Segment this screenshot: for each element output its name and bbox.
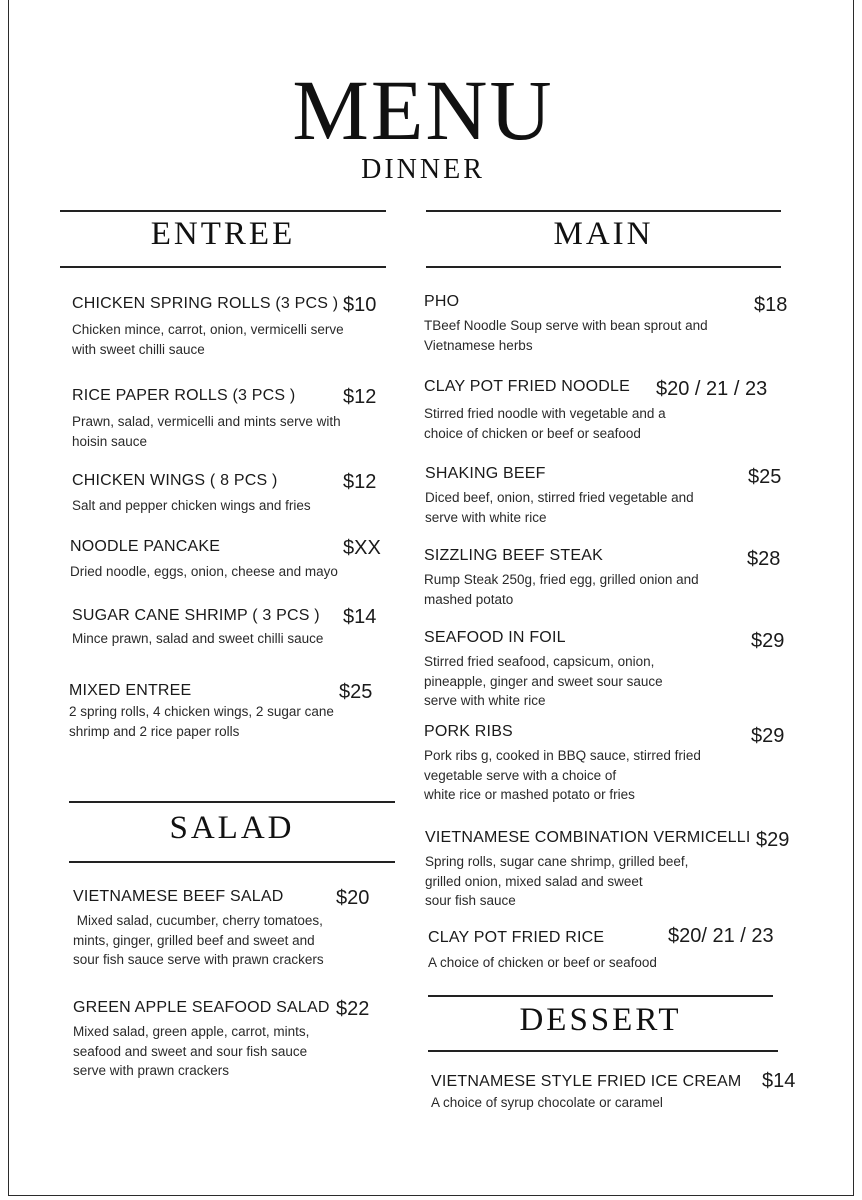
item-description: 2 spring rolls, 4 chicken wings, 2 sugar cane shrimp and 2 rice paper rolls bbox=[69, 704, 334, 739]
item-name: SEAFOOD IN FOIL bbox=[424, 629, 566, 646]
item-name: SIZZLING BEEF STEAK bbox=[424, 547, 603, 564]
item-name: PORK RIBS bbox=[424, 723, 513, 740]
menu-subtitle: DINNER bbox=[361, 154, 485, 185]
main-heading: MAIN bbox=[553, 216, 654, 252]
item-price: $18 bbox=[754, 294, 788, 316]
item-name: VIETNAMESE BEEF SALAD bbox=[73, 888, 284, 905]
dessert-heading: DESSERT bbox=[519, 1002, 682, 1038]
item-price: $12 bbox=[343, 471, 377, 493]
item-price: $20/ 21 / 23 bbox=[668, 925, 774, 947]
item-price: $12 bbox=[343, 386, 377, 408]
item-price: $29 bbox=[751, 630, 785, 652]
salad-heading: SALAD bbox=[169, 810, 295, 846]
main-rule-top bbox=[426, 210, 781, 212]
item-description: A choice of chicken or beef or seafood bbox=[428, 955, 657, 970]
item-description: Mixed salad, green apple, carrot, mints, seafood and sweet and sour fish sauce serve with prawn crackers bbox=[73, 1024, 310, 1078]
item-price: $29 bbox=[751, 725, 785, 747]
item-name: VIETNAMESE STYLE FRIED ICE CREAM bbox=[431, 1073, 742, 1090]
dessert-rule-bottom bbox=[428, 1050, 778, 1052]
item-name: CLAY POT FRIED NOODLE bbox=[424, 378, 631, 395]
item-price: $25 bbox=[339, 681, 373, 703]
item-description: Stirred fried noodle with vegetable and a choice of chicken or beef or seafood bbox=[424, 406, 666, 441]
item-price: $20 bbox=[336, 887, 370, 909]
main-rule-bottom bbox=[426, 266, 781, 268]
item-price: $XX bbox=[343, 537, 381, 559]
item-price: $25 bbox=[748, 466, 782, 488]
item-price: $14 bbox=[762, 1070, 796, 1092]
item-name: SUGAR CANE SHRIMP ( 3 PCS ) bbox=[72, 607, 320, 624]
item-name: CHICKEN WINGS ( 8 PCS ) bbox=[72, 472, 278, 489]
salad-rule-top bbox=[69, 801, 395, 803]
item-price: $10 bbox=[343, 294, 377, 316]
item-name: NOODLE PANCAKE bbox=[70, 538, 221, 555]
item-description: Mixed salad, cucumber, cherry tomatoes, mints, ginger, grilled beef and sweet and sour fish sauce serve with prawn crackers bbox=[73, 913, 324, 967]
item-description: Chicken mince, carrot, onion, vermicelli serve with sweet chilli sauce bbox=[72, 322, 344, 357]
item-name: CHICKEN SPRING ROLLS (3 PCS ) bbox=[72, 295, 339, 312]
item-price: $22 bbox=[336, 998, 370, 1020]
item-description: Prawn, salad, vermicelli and mints serve with hoisin sauce bbox=[72, 414, 341, 449]
item-description: Salt and pepper chicken wings and fries bbox=[72, 498, 311, 513]
item-name: RICE PAPER ROLLS (3 PCS ) bbox=[72, 387, 296, 404]
item-description: Spring rolls, sugar cane shrimp, grilled beef, grilled onion, mixed salad and sweet sour fish sauce bbox=[425, 854, 689, 908]
item-name: CLAY POT FRIED RICE bbox=[428, 929, 605, 946]
item-name: SHAKING BEEF bbox=[425, 465, 546, 482]
item-description: Mince prawn, salad and sweet chilli sauce bbox=[72, 631, 324, 646]
item-name: PHO bbox=[424, 293, 460, 310]
entree-rule-top bbox=[60, 210, 386, 212]
item-name: VIETNAMESE COMBINATION VERMICELLI bbox=[425, 829, 751, 846]
item-description: Pork ribs g, cooked in BBQ sauce, stirred fried vegetable serve with a choice of white rice or mashed potato or fries bbox=[424, 748, 701, 802]
item-description: Dried noodle, eggs, onion, cheese and mayo bbox=[70, 564, 338, 579]
item-description: Stirred fried seafood, capsicum, onion, pineapple, ginger and sweet sour sauce serve with white rice bbox=[424, 654, 663, 708]
item-description: TBeef Noodle Soup serve with bean sprout and Vietnamese herbs bbox=[424, 318, 708, 353]
item-name: MIXED ENTREE bbox=[69, 682, 192, 699]
item-price: $14 bbox=[343, 606, 377, 628]
item-price: $28 bbox=[747, 548, 781, 570]
item-price: $20 / 21 / 23 bbox=[656, 378, 768, 400]
item-price: $29 bbox=[756, 829, 790, 851]
entree-heading: ENTREE bbox=[150, 216, 296, 252]
salad-rule-bottom bbox=[69, 861, 395, 863]
entree-rule-bottom bbox=[60, 266, 386, 268]
item-description: Diced beef, onion, stirred fried vegetable and serve with white rice bbox=[425, 490, 694, 525]
menu-title: MENU bbox=[292, 62, 554, 158]
item-description: A choice of syrup chocolate or caramel bbox=[431, 1095, 663, 1110]
dessert-rule-top bbox=[428, 995, 773, 997]
item-name: GREEN APPLE SEAFOOD SALAD bbox=[73, 999, 330, 1016]
item-description: Rump Steak 250g, fried egg, grilled onion and mashed potato bbox=[424, 572, 699, 607]
